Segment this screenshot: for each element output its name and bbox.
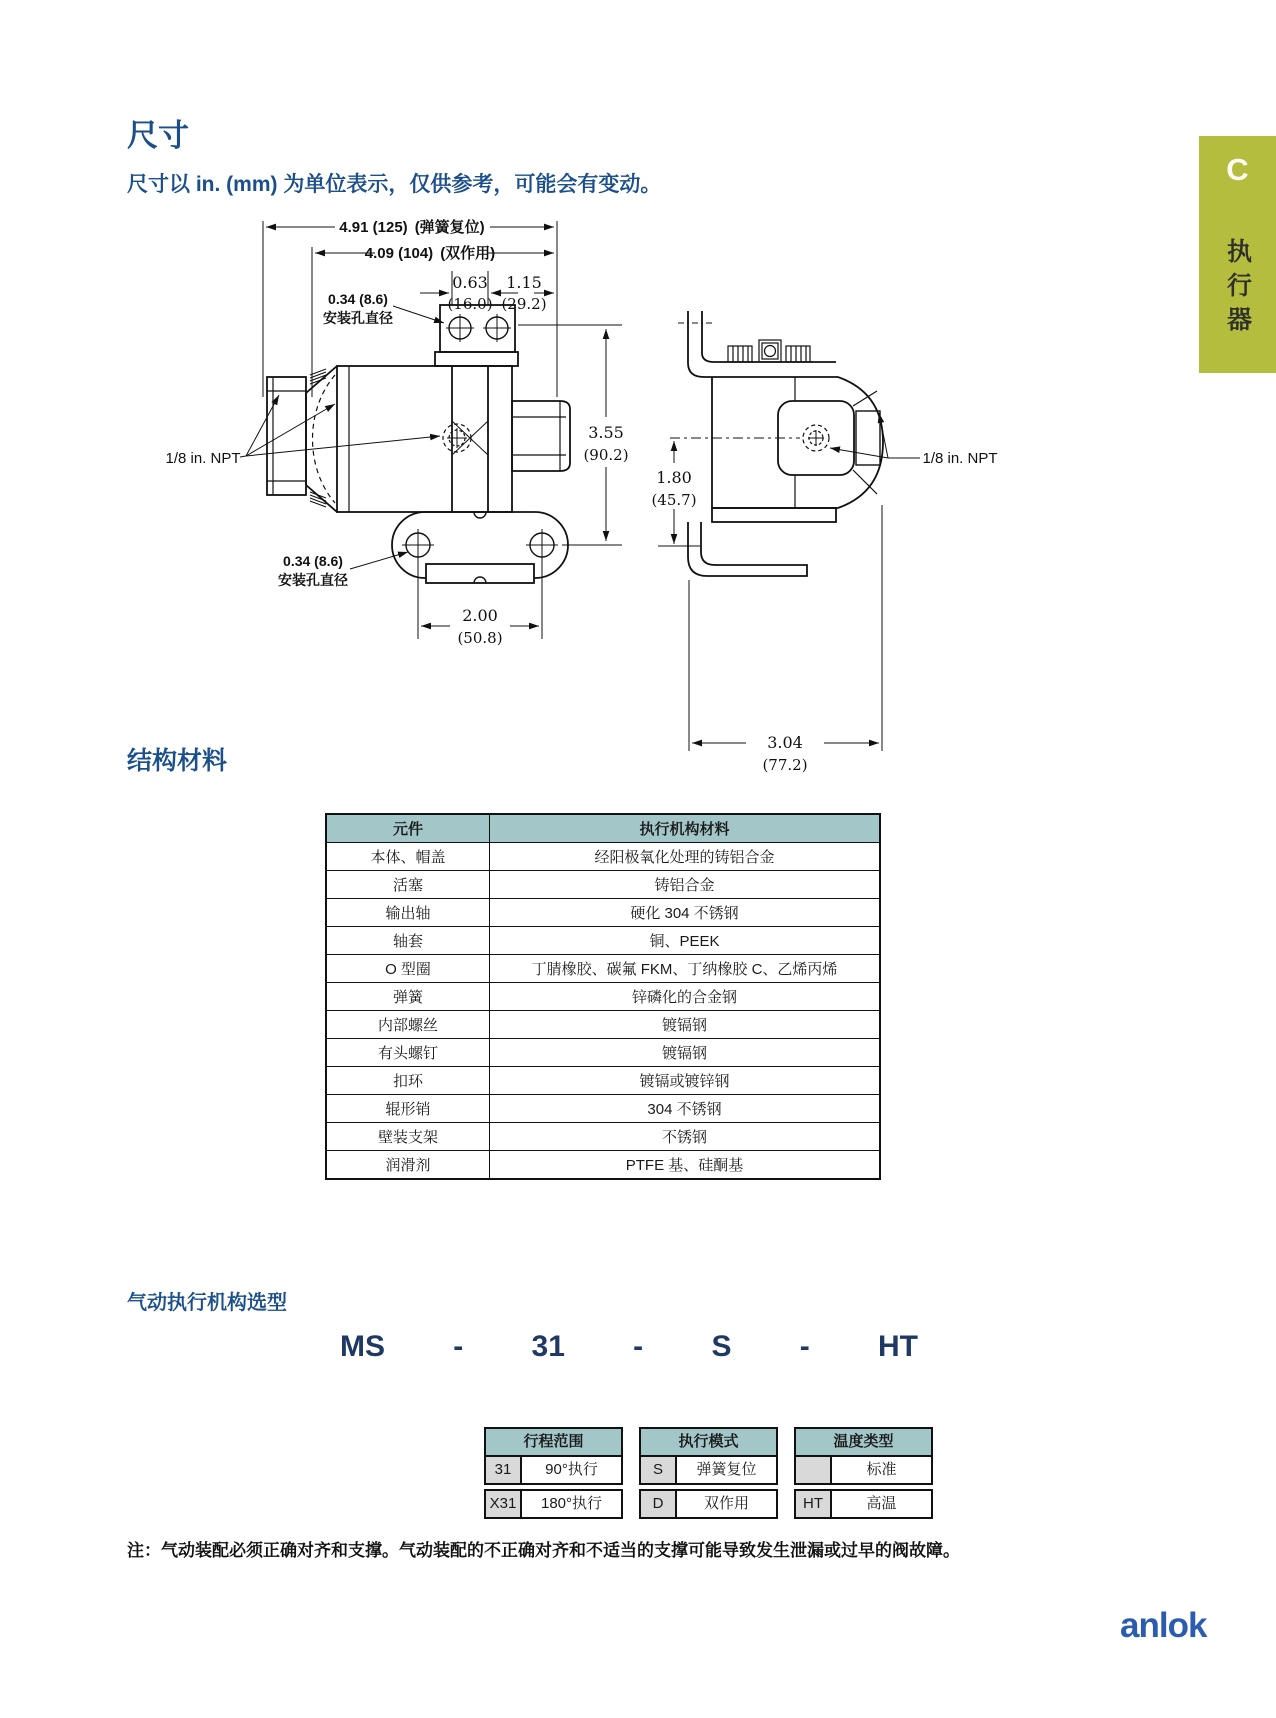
option-row <box>484 1455 623 1485</box>
dim-200-in: 2.00 <box>462 606 498 625</box>
dim-115-in: 1.15 <box>506 273 542 292</box>
material-cell: 镀镉或镀锌钢 <box>490 1067 881 1095</box>
page-title: 尺寸 <box>127 118 189 153</box>
table-header-row <box>326 814 880 843</box>
dim-overall-spring-label: 4.91 (125) (弹簧复位) <box>339 219 485 236</box>
assembly-note: 注：气动装配必须正确对齐和支撑。气动装配的不正确对齐和不适当的支撑可能导致发生泄漏或过早的阀故障。 <box>127 1541 960 1560</box>
section-tab <box>1199 136 1276 373</box>
ordering-option-tables <box>484 1427 933 1519</box>
component-cell: 润滑剂 <box>326 1151 490 1180</box>
materials-title: 结构材料 <box>127 747 228 775</box>
option-label: 双作用 <box>703 1494 749 1512</box>
table-row <box>326 871 880 899</box>
materials-table <box>325 813 881 1180</box>
option-code: HT <box>796 1491 832 1517</box>
dim-355-mm: (90.2) <box>583 446 629 464</box>
option-code: S <box>641 1457 677 1483</box>
component-cell: 有头螺钉 <box>326 1039 490 1067</box>
dim-355-in: 3.55 <box>588 423 624 442</box>
component-cell: 壁装支架 <box>326 1123 490 1151</box>
mount-hole-bottom-size: 0.34 (8.6) <box>283 553 343 569</box>
material-cell: 铜、PEEK <box>490 927 881 955</box>
table-row <box>326 927 880 955</box>
part-number-segment: HT <box>877 1330 918 1363</box>
temperature-type-table <box>794 1427 933 1519</box>
part-number <box>340 1330 918 1364</box>
table-row <box>326 955 880 983</box>
table-row <box>326 1039 880 1067</box>
component-cell: 输出轴 <box>326 899 490 927</box>
option-table-header: 温度类型 <box>794 1427 933 1457</box>
mount-hole-top-label: 安装孔直径 <box>323 310 393 326</box>
material-cell: 镀镉钢 <box>490 1039 881 1067</box>
option-label: 弹簧复位 <box>696 1460 757 1478</box>
material-cell: 锌磷化的合金钢 <box>490 983 881 1011</box>
option-row <box>639 1455 778 1485</box>
dimension-drawing <box>130 205 1010 780</box>
npt-right-label: 1/8 in. NPT <box>922 450 998 467</box>
material-cell: 丁腈橡胶、碳氟 FKM、丁纳橡胶 C、乙烯丙烯 <box>490 955 881 983</box>
option-row <box>639 1489 778 1519</box>
option-row <box>794 1489 933 1519</box>
material-cell: 铸铝合金 <box>490 871 881 899</box>
table-row <box>326 843 880 871</box>
dim-063-in: 0.63 <box>452 273 488 292</box>
dim-overall-double-label: 4.09 (104) (双作用) <box>364 245 496 262</box>
option-label: 标准 <box>866 1460 897 1478</box>
part-number-dash: - <box>633 1330 644 1363</box>
option-code: X31 <box>486 1491 522 1517</box>
material-cell: 不锈钢 <box>490 1123 881 1151</box>
table-row <box>326 899 880 927</box>
option-row <box>794 1455 933 1485</box>
table-row <box>326 1123 880 1151</box>
option-label: 高温 <box>866 1494 897 1512</box>
right-view <box>658 311 920 751</box>
stroke-range-table <box>484 1427 623 1519</box>
part-number-dash: - <box>799 1330 810 1363</box>
material-cell: 304 不锈钢 <box>490 1095 881 1123</box>
dim-200-mm: (50.8) <box>457 629 503 647</box>
table-row <box>326 983 880 1011</box>
part-number-segment: S <box>711 1330 732 1363</box>
component-cell: 本体、帽盖 <box>326 843 490 871</box>
material-cell: 硬化 304 不锈钢 <box>490 899 881 927</box>
part-number-segment: 31 <box>531 1330 565 1363</box>
option-table-header: 行程范围 <box>484 1427 623 1457</box>
option-code: 31 <box>486 1457 522 1483</box>
material-cell: 镀镉钢 <box>490 1011 881 1039</box>
mount-hole-bottom-label: 安装孔直径 <box>278 572 348 588</box>
column-header-component: 元件 <box>326 814 490 843</box>
column-header-material: 执行机构材料 <box>490 814 881 843</box>
page-subtitle: 尺寸以 in. (mm) 为单位表示，仅供参考，可能会有变动。 <box>127 173 662 196</box>
mount-hole-top-size: 0.34 (8.6) <box>328 291 388 307</box>
dim-304-in: 3.04 <box>767 733 803 752</box>
actuation-mode-table <box>639 1427 778 1519</box>
option-row <box>484 1489 623 1519</box>
option-code: D <box>641 1491 677 1517</box>
dim-304-mm: (77.2) <box>762 756 808 774</box>
dim-180-mm: (45.7) <box>651 491 697 509</box>
component-cell: 轴套 <box>326 927 490 955</box>
component-cell: 内部螺丝 <box>326 1011 490 1039</box>
npt-left-label: 1/8 in. NPT <box>165 450 241 467</box>
table-row <box>326 1151 880 1180</box>
brand-logo: anlok <box>1120 1606 1207 1645</box>
dim-180-in: 1.80 <box>656 468 692 487</box>
section-tab-letter: C <box>1226 152 1249 187</box>
component-cell: 活塞 <box>326 871 490 899</box>
table-row <box>326 1011 880 1039</box>
ordering-title: 气动执行机构选型 <box>127 1292 287 1314</box>
option-label: 180°执行 <box>540 1494 603 1512</box>
table-row <box>326 1067 880 1095</box>
component-cell: 弹簧 <box>326 983 490 1011</box>
dim-063-mm: (16.0) <box>447 295 493 313</box>
option-label: 90°执行 <box>545 1460 598 1478</box>
material-cell: 经阳极氧化处理的铸铝合金 <box>490 843 881 871</box>
material-cell: PTFE 基、硅酮基 <box>490 1151 881 1180</box>
option-code <box>796 1457 832 1483</box>
part-number-segment: MS <box>340 1330 385 1363</box>
part-number-dash: - <box>453 1330 464 1363</box>
component-cell: O 型圈 <box>326 955 490 983</box>
option-table-header: 执行模式 <box>639 1427 778 1457</box>
dim-115-mm: (29.2) <box>501 295 547 313</box>
table-row <box>326 1095 880 1123</box>
component-cell: 扣环 <box>326 1067 490 1095</box>
section-tab-label: 执行器 <box>1223 238 1252 340</box>
component-cell: 辊形销 <box>326 1095 490 1123</box>
